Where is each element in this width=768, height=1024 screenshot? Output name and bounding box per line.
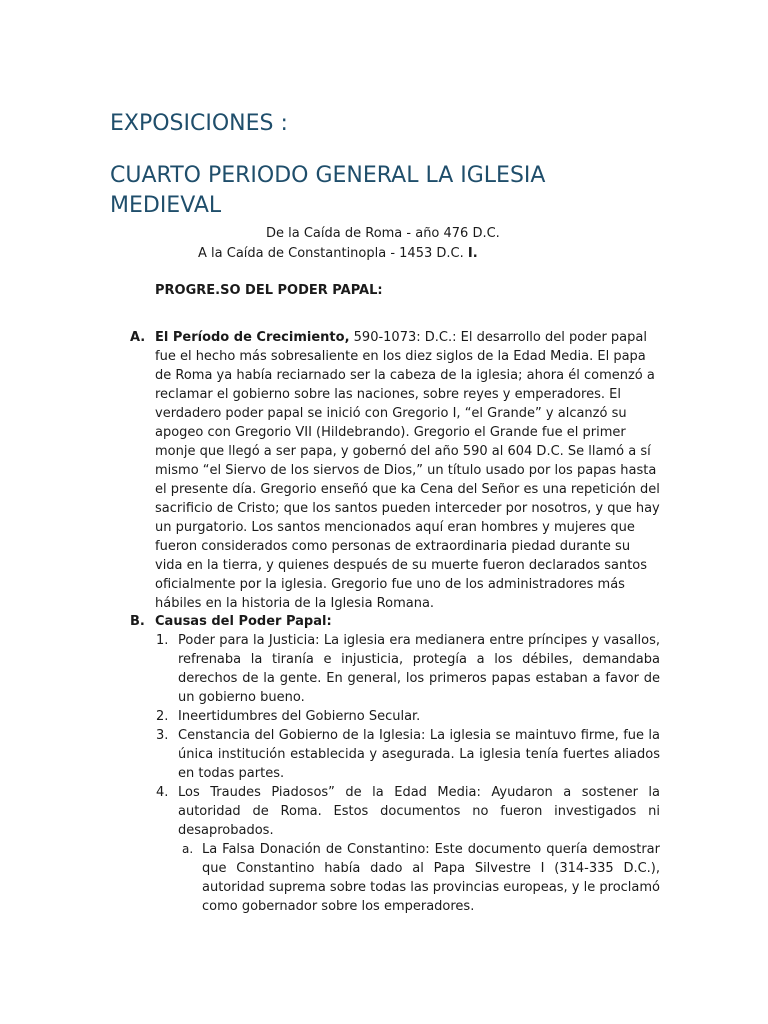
list-item-b [130,612,660,631]
section-a [130,328,660,613]
item-b-1-text: Poder para la Justicia: La iglesia era medianera entre príncipes y vasallos, refrenaba la tiranía e injusticia, protegía a los débiles, demandaba derechos de la gente. En general, los primeros papas estaban a favor de un gobierno bueno. [178,633,660,705]
date-range-end [198,244,478,263]
page-title: EXPOSICIONES : [110,111,288,136]
list-item-a [130,328,660,613]
date-range-start: De la Caída de Roma - año 476 D.C. [266,226,500,241]
item-b-4-marker: 4. [156,785,169,800]
section-b [130,612,660,916]
item-b-3-text: Censtancia del Gobierno de la Iglesia: La iglesia se maintuvo firme, fue la única institución establecida y asegurada. La iglesia tenía fuertes aliados en todas partes. [178,728,660,781]
list-item-b-4 [130,783,660,840]
item-b-1-marker: 1. [156,633,169,648]
list-item-b-1 [130,631,660,707]
item-a-marker: A. [130,330,146,345]
item-b-3-marker: 3. [156,728,169,743]
list-item-b-4-a [130,840,660,916]
item-b-4-a-text: La Falsa Donación de Constantino: Este documento quería demostrar que Constantino había dado al Papa Silvestre I (314-335 D.C.), autoridad suprema sobre todas las provincias europeas, y le proclamó como gobernador sobre los emperadores. [202,842,660,914]
item-a-text: 590-1073: D.C.: El desarrollo del poder papal fue el hecho más sobresaliente en los diez siglos de la Edad Media. El papa de Roma ya había reciarnado ser la cabeza de la iglesia; ahora él comenzó a reclamar el gobierno sobre las naciones, sobre reyes y emperadores. El verdadero poder papal se inició con Gregorio I, “el Grande” y alcanzó su apogeo con Gregorio VII (Hildebrando). Gregorio el Grande fue el primer monje que llegó a ser papa, y gobernó del año 590 al 604 D.C. Se llamó a sí mismo “el Siervo de los siervos de Dios,” un título usado por los papas hasta el presente día. Gregorio enseñó que ka Cena del Señor es una repetición del sacrificio de Cristo; que los santos pueden interceder por nosotros, y que hay un purgatorio. Los santos mencionados aquí eran hombres y mujeres que fueron considerados como personas de extraordinaria piedad durante su vida en la tierra, y quienes después de su muerte fueron declarados santos oficialmente por la iglesia. Gregorio fue uno de los administradores más hábiles en la historia de la Iglesia Romana. [155,330,660,611]
roman-numeral: I. [467,246,478,261]
item-b-2-marker: 2. [156,709,169,724]
period-heading: CUARTO PERIODO GENERAL LA IGLESIA MEDIEVAL [110,163,546,218]
list-item-b-3 [130,726,660,783]
item-b-marker: B. [130,614,145,629]
list-item-b-2 [130,707,660,726]
item-b-4-a-marker: a. [182,842,194,856]
date-range-end-text: A la Caída de Constantinopla - 1453 D.C. [198,246,464,261]
item-b-2-text: Ineertidumbres del Gobierno Secular. [178,709,421,724]
item-b-4-text: Los Traudes Piadosos” de la Edad Media: Ayudaron a sostener la autoridad de Roma. Estos documentos no fueron investigados ni desaprobados. [178,785,660,838]
section-heading: PROGRE.SO DEL PODER PAPAL: [155,283,383,298]
item-a-title: El Período de Crecimiento, [155,330,350,345]
item-b-title: Causas del Poder Papal: [155,614,332,629]
